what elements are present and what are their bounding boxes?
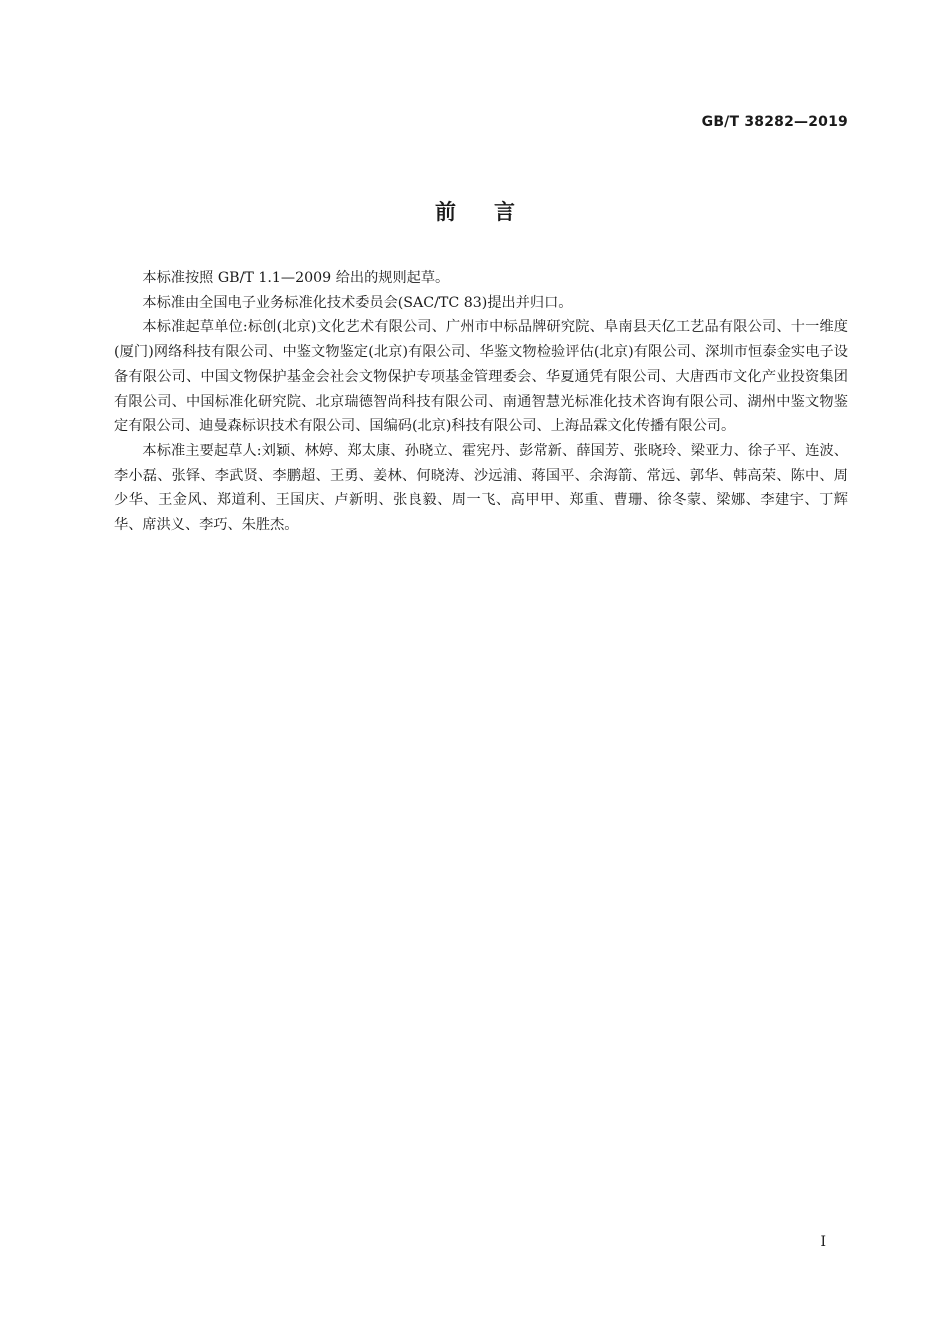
- paragraph-drafters: 本标准主要起草人:刘颖、林婷、郑太康、孙晓立、霍宪丹、彭常新、薛国芳、张晓玲、梁亚力、徐子平、连波、李小磊、张铎、李武贤、李鹏超、王勇、姜林、何晓涛、沙远浦、蒋国平、余海箭、常远、郭华、韩高荣、陈中、周少华、王金风、郑道利、王国庆、卢新明、张良毅、周一飞、高甲甲、郑重、曹珊、徐冬蒙、梁娜、李建宇、丁辉华、席洪义、李巧、朱胜杰。: [114, 442, 848, 534]
- foreword-body: [114, 266, 848, 538]
- paragraph-proposer: 本标准由全国电子业务标准化技术委员会(SAC/TC 83)提出并归口。: [142, 294, 573, 311]
- standard-number: GB/T 38282—2019: [701, 114, 848, 130]
- page-title: 前言: [435, 200, 553, 224]
- paragraph-drafting-rules: 本标准按照 GB/T 1.1—2009 给出的规则起草。: [142, 270, 450, 286]
- page-number: I: [820, 1234, 826, 1250]
- paragraph-drafting-units: 本标准起草单位:标创(北京)文化艺术有限公司、广州市中标品牌研究院、阜南县天亿工艺品有限公司、十一维度(厦门)网络科技有限公司、中鉴文物鉴定(北京)有限公司、华鉴文物检验评估(北京)有限公司、深圳市恒泰金实电子设备有限公司、中国文物保护基金会社会文物保护专项基金管理委会、华夏通凭有限公司、大唐西市文化产业投资集团有限公司、中国标准化研究院、北京瑞德智尚科技有限公司、南通智慧光标准化技术咨询有限公司、湖州中鉴文物鉴定有限公司、迪曼森标识技术有限公司、国编码(北京)科技有限公司、上海品霖文化传播有限公司。: [114, 319, 848, 435]
